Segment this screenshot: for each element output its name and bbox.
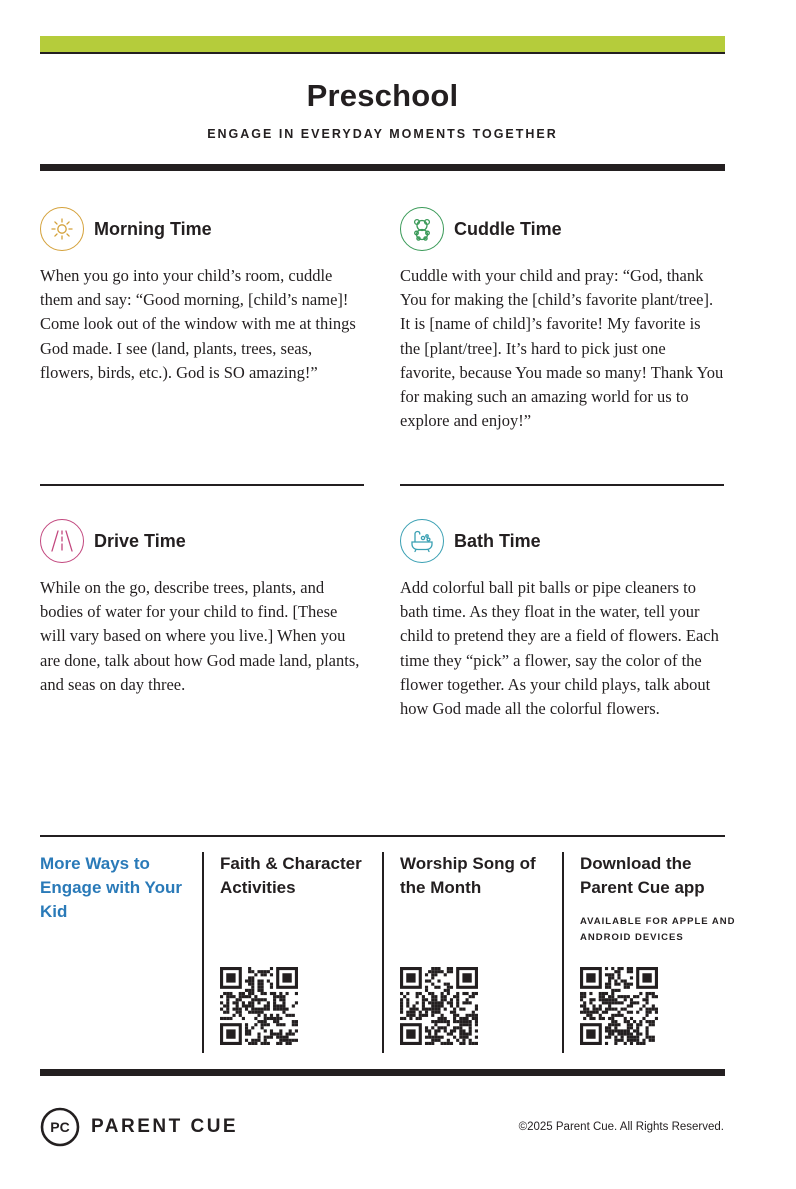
card-body: Add colorful ball pit balls or pipe cleaners to bath time. As they float in the water, tell your child to pretend they are a field of flowers. Each time they “pick” a flower, say the color of the flower together. As your child plays, talk about how God made all the colorful flowers. [400, 578, 719, 719]
column-divider [562, 852, 564, 1053]
teddy-bear-icon [400, 207, 444, 251]
download-app-title: Download the Parent Cue app [580, 854, 705, 897]
top-accent-bar [40, 36, 725, 52]
page-subtitle: ENGAGE IN EVERYDAY MOMENTS TOGETHER [207, 127, 558, 141]
card-title: Cuddle Time [454, 218, 562, 239]
bottom-divider [40, 1069, 725, 1076]
card-bath-time [400, 518, 724, 721]
section-divider-right [400, 484, 724, 486]
section-divider-left [40, 484, 364, 486]
worship-song-title: Worship Song of the Month [400, 854, 536, 897]
page-title: Preschool [306, 78, 459, 113]
qr-code-icon[interactable] [400, 967, 478, 1045]
top-accent-rule [40, 52, 725, 54]
bathtub-icon [400, 519, 444, 563]
card-body: Cuddle with your child and pray: “God, thank You for making the [child’s favorite plant/tree]. It is [name of child]’s favorite! My favorite is the [plant/tree]. It’s hard to pick just one favorite, because You made so many! Thank You for making such an amazing world for us to explore and enjoy!” [400, 266, 724, 431]
card-cuddle-time [400, 206, 724, 433]
road-icon [40, 519, 84, 563]
card-title: Drive Time [94, 530, 186, 551]
parent-cue-logo-icon [40, 1107, 80, 1147]
qr-code-icon[interactable] [580, 967, 658, 1045]
footer-divider [40, 835, 725, 837]
platform-availability-note: AVAILABLE FOR APPLE AND ANDROID DEVICES [580, 916, 736, 943]
brand-name: PARENT CUE [91, 1116, 239, 1137]
more-ways-heading: More Ways to Engage with Your Kid [40, 854, 182, 921]
sun-icon [40, 207, 84, 251]
card-morning-time [40, 206, 364, 385]
header-divider [40, 164, 725, 171]
card-title: Morning Time [94, 218, 212, 239]
copyright-text: ©2025 Parent Cue. All Rights Reserved. [518, 1121, 724, 1133]
card-title: Bath Time [454, 530, 541, 551]
card-body: While on the go, describe trees, plants, and bodies of water for your child to find. [These will vary based on where you live.] When you are done, talk about how God made land, plants, and seas on day three. [40, 578, 360, 694]
column-divider [202, 852, 204, 1053]
faith-activities-title: Faith & Character Activities [220, 854, 362, 897]
logo-mark-text: PC [50, 1119, 70, 1135]
qr-code-icon[interactable] [220, 967, 298, 1045]
card-body: When you go into your child’s room, cuddle them and say: “Good morning, [child’s name]! Come look out of the window with me at things God made. I see (land, plants, trees, seas, flowers, birds, etc.). God is SO amazing!” [40, 266, 356, 382]
column-divider [382, 852, 384, 1053]
card-drive-time [40, 518, 364, 697]
